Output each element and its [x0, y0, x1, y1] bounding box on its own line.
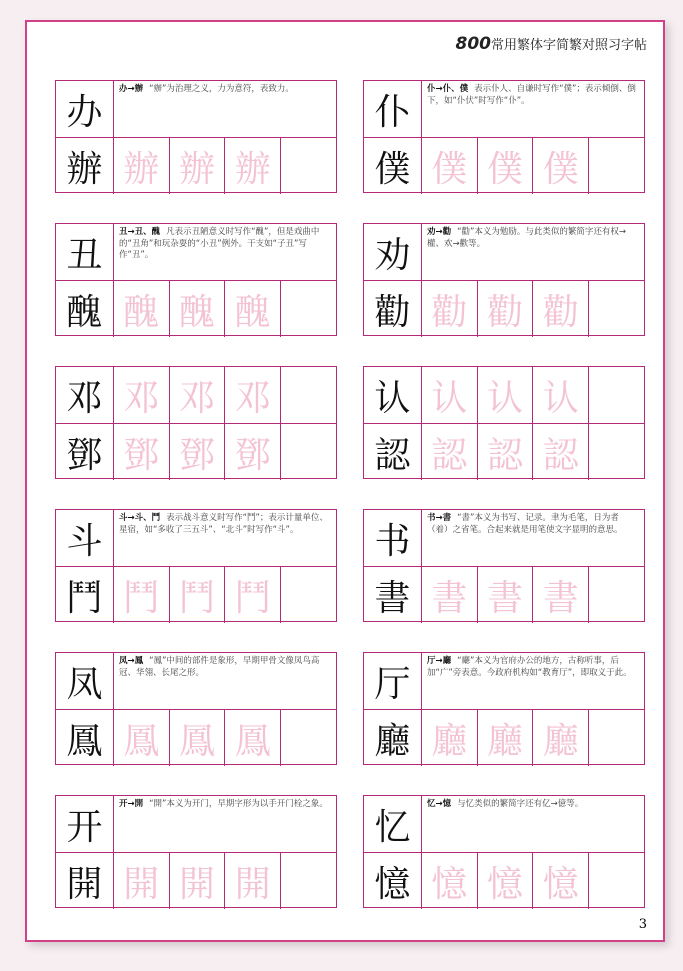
trace-char: 邓: [113, 367, 169, 423]
practice-page: [25, 20, 665, 942]
empty-cell[interactable]: [588, 853, 644, 909]
note: [113, 510, 336, 566]
note-label: 开→開: [119, 799, 144, 809]
simplified-char: 书: [374, 520, 411, 562]
simplified-char: 凤: [66, 663, 103, 705]
empty-cell[interactable]: [280, 138, 336, 194]
trace-char: 辦: [169, 138, 225, 194]
trace-char: 辦: [113, 138, 169, 194]
traditional-char: 醜: [66, 291, 103, 333]
trace-char: 開: [113, 853, 169, 909]
trace-char: 鳳: [224, 710, 280, 766]
traditional-char: 鳳: [66, 720, 103, 762]
trace-char: 僕: [421, 138, 477, 194]
simplified-char: 开: [66, 806, 103, 848]
trace-char: 憶: [477, 853, 533, 909]
note-label: 凤→鳳: [119, 656, 144, 666]
trace-char: 勸: [477, 281, 533, 337]
trace-char: 憶: [532, 853, 588, 909]
note: [421, 224, 644, 280]
note: [113, 81, 336, 137]
simplified-char: 斗: [66, 520, 103, 562]
practice-block-斗: [55, 509, 337, 622]
practice-block-认: [363, 366, 645, 479]
note-text: “勸”本义为勉励。与此类似的繁简字还有权→權、欢→歡等。: [427, 227, 627, 249]
practice-block-凤: [55, 652, 337, 765]
empty-cell[interactable]: [280, 567, 336, 623]
trace-char: 认: [477, 367, 533, 423]
empty-cell[interactable]: [588, 281, 644, 337]
empty-cell[interactable]: [280, 281, 336, 337]
note: [421, 510, 644, 566]
page-header: [455, 34, 647, 54]
traditional-char: 鄧: [66, 434, 103, 476]
practice-block-忆: [363, 795, 645, 908]
trace-char: 辦: [224, 138, 280, 194]
trace-char: 僕: [477, 138, 533, 194]
note-text: 与忆类似的繁简字还有亿→億等。: [457, 799, 584, 809]
note-label: 劝→勸: [427, 227, 452, 237]
note-text: “鳳”中间的部件是象形，早期甲骨文像凤鸟高冠、华翎、长尾之形。: [119, 656, 320, 678]
traditional-char: 開: [66, 863, 103, 905]
note-label: 忆→憶: [427, 799, 452, 809]
note: [113, 653, 336, 709]
simplified-char: 认: [374, 377, 411, 419]
note-label: 厅→廳: [427, 656, 452, 666]
empty-cell[interactable]: [588, 424, 644, 480]
trace-char: 醜: [113, 281, 169, 337]
trace-char: 邓: [169, 367, 225, 423]
note-label: 斗→斗、鬥: [119, 513, 161, 523]
traditional-char: 書: [374, 577, 411, 619]
note-text: “廳”本义为官府办公的地方，古称听事，后加“广”旁表意。今政府机构如“教育厅”，即取义于此。: [427, 656, 632, 678]
header-number: 800: [455, 34, 491, 54]
simplified-char: 邓: [66, 377, 103, 419]
trace-char: 憶: [421, 853, 477, 909]
empty-cell[interactable]: [588, 367, 644, 423]
note-text: “書”本义为书写、记录。聿为毛笔，日为者（着）之省笔。合起来就是用笔使文字显明的意思。: [427, 513, 623, 535]
trace-char: 邓: [224, 367, 280, 423]
note: [421, 653, 644, 709]
practice-block-开: [55, 795, 337, 908]
empty-cell[interactable]: [280, 424, 336, 480]
note-label: 仆→仆、僕: [427, 84, 469, 94]
trace-char: 廳: [421, 710, 477, 766]
trace-char: 開: [169, 853, 225, 909]
practice-block-办: [55, 80, 337, 193]
note-text: “開”本义为开门，早期字形为以手开门栓之象。: [149, 799, 328, 809]
trace-char: 醜: [224, 281, 280, 337]
traditional-char: 辦: [66, 148, 103, 190]
trace-char: 僕: [532, 138, 588, 194]
note: [421, 81, 644, 137]
empty-cell[interactable]: [588, 710, 644, 766]
traditional-char: 僕: [374, 148, 411, 190]
page-number: 3: [638, 917, 647, 932]
simplified-char: 劝: [374, 234, 411, 276]
trace-char: 書: [421, 567, 477, 623]
simplified-char: 忆: [374, 806, 411, 848]
empty-cell[interactable]: [280, 367, 336, 423]
trace-char: 廳: [532, 710, 588, 766]
trace-char: 鄧: [113, 424, 169, 480]
trace-char: 認: [477, 424, 533, 480]
note: [113, 796, 336, 852]
note-label: 书→書: [427, 513, 452, 523]
traditional-char: 勸: [374, 291, 411, 333]
practice-block-书: [363, 509, 645, 622]
trace-char: 鳳: [169, 710, 225, 766]
trace-char: 書: [477, 567, 533, 623]
trace-char: 勸: [532, 281, 588, 337]
trace-char: 认: [532, 367, 588, 423]
trace-char: 鄧: [224, 424, 280, 480]
simplified-char: 办: [66, 91, 103, 133]
trace-char: 醜: [169, 281, 225, 337]
practice-block-厅: [363, 652, 645, 765]
practice-block-邓: [55, 366, 337, 479]
trace-char: 鳳: [113, 710, 169, 766]
note: [421, 796, 644, 852]
empty-cell[interactable]: [280, 853, 336, 909]
trace-char: 认: [421, 367, 477, 423]
traditional-char: 憶: [374, 863, 411, 905]
traditional-char: 鬥: [66, 577, 103, 619]
trace-char: 認: [532, 424, 588, 480]
empty-cell[interactable]: [588, 567, 644, 623]
trace-char: 書: [532, 567, 588, 623]
traditional-char: 認: [374, 434, 411, 476]
trace-char: 認: [421, 424, 477, 480]
note-text: 表示战斗意义时写作“鬥”；表示计量单位、星宿，如“多收了三五斗”、“北斗”时写作“斗”。: [119, 513, 328, 535]
trace-char: 廳: [477, 710, 533, 766]
simplified-char: 丑: [66, 234, 103, 276]
note-label: 丑→丑、醜: [119, 227, 161, 237]
practice-block-仆: [363, 80, 645, 193]
practice-block-丑: [55, 223, 337, 336]
header-title: 常用繁体字简繁对照习字帖: [490, 38, 647, 53]
empty-cell[interactable]: [280, 710, 336, 766]
trace-char: 鬥: [224, 567, 280, 623]
empty-cell[interactable]: [588, 138, 644, 194]
note: [113, 224, 336, 280]
trace-char: 鬥: [113, 567, 169, 623]
practice-block-劝: [363, 223, 645, 336]
note-text: 凡表示丑陋意义时写作“醜”，但是戏曲中的“丑角”和玩杂耍的“小丑”例外。干支如“子丑”写作“丑”。: [119, 227, 320, 260]
simplified-char: 厅: [374, 663, 411, 705]
note-text: 表示仆人、自谦时写作“僕”；表示倾倒、倒下，如“仆伏”时写作“仆”。: [427, 84, 636, 106]
trace-char: 鄧: [169, 424, 225, 480]
trace-char: 開: [224, 853, 280, 909]
simplified-char: 仆: [374, 91, 411, 133]
note-label: 办→辦: [119, 84, 144, 94]
trace-char: 勸: [421, 281, 477, 337]
traditional-char: 廳: [374, 720, 411, 762]
trace-char: 鬥: [169, 567, 225, 623]
note-text: “辦”为治理之义，力为意符，表致力。: [149, 84, 294, 94]
